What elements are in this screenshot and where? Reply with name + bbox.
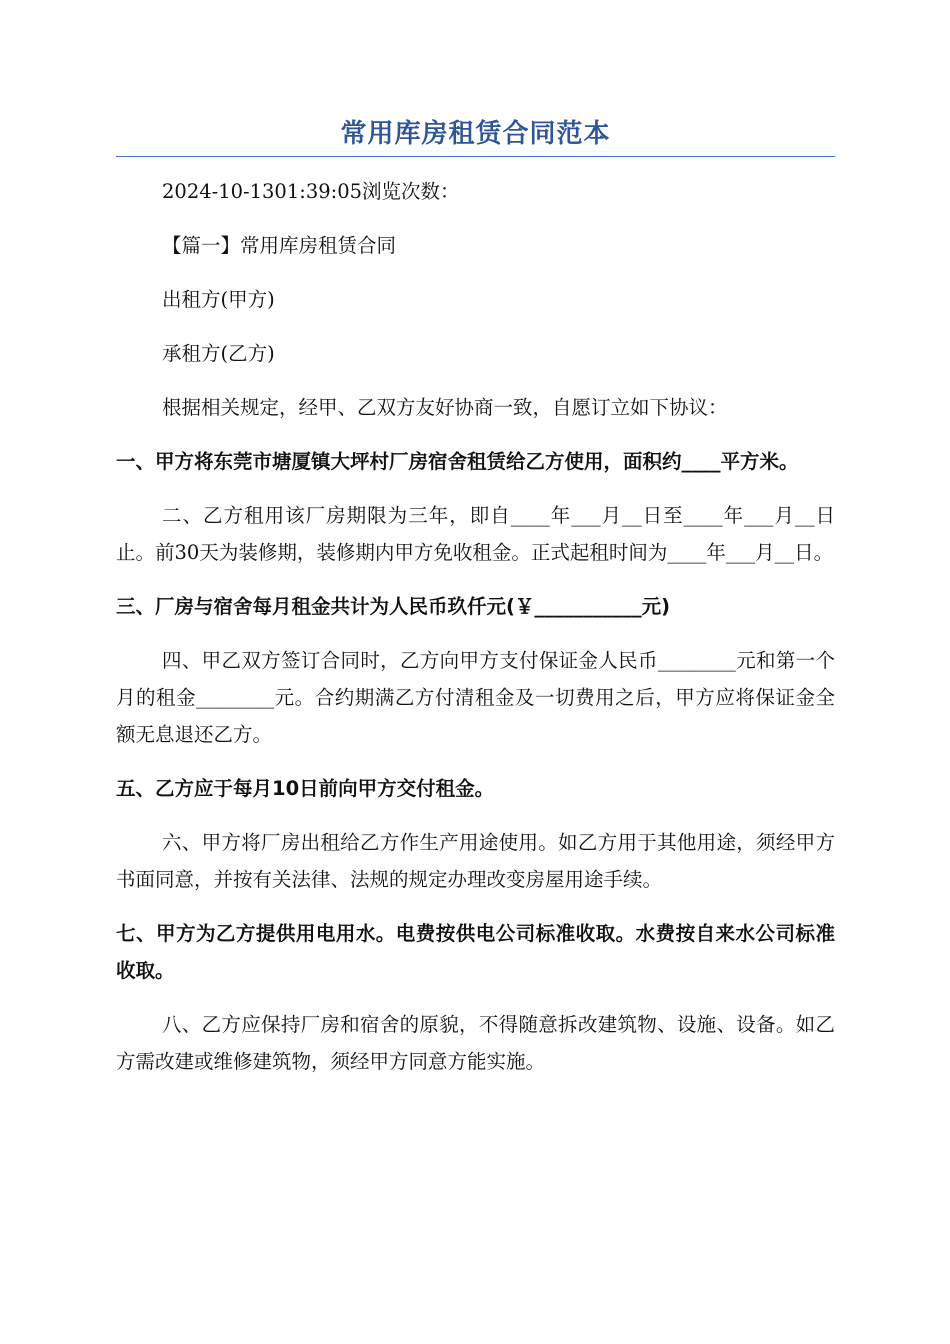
clause-6: 六、甲方将厂房出租给乙方作生产用途使用。如乙方用于其他用途，须经甲方书面同意，并按有关法律、法规的规定办理改变房屋用途手续。 <box>116 831 835 891</box>
date-views-line: 2024-10-1301:39:05浏览次数： <box>162 180 460 203</box>
clause-1: 一、甲方将东莞市塘厦镇大坪村厂房宿舍租赁给乙方使用，面积约____平方米。 <box>116 450 799 473</box>
clause-4: 四、甲乙双方签订合同时，乙方向甲方支付保证金人民币________元和第一个月的租金________元。合约期满乙方付清租金及一切费用之后，甲方应将保证金全额无息退还乙方。 <box>116 649 835 746</box>
document-title: 常用库房租赁合同范本 <box>340 119 611 149</box>
lessee-line: 承租方(乙方) <box>162 342 275 365</box>
clause-5: 五、乙方应于每月10日前向甲方交付租金。 <box>116 777 495 800</box>
clause-8: 八、乙方应保持厂房和宿舍的原貌，不得随意拆改建筑物、设施、设备。如乙方需改建或维修建筑物，须经甲方同意方能实施。 <box>116 1013 835 1073</box>
document-page <box>116 112 835 1097</box>
clause-2: 二、乙方租用该厂房期限为三年，即自____年___月__日至____年___月__日止。前30天为装修期，装修期内甲方免收租金。正式起租时间为____年___月__日。 <box>116 504 835 564</box>
clause-7: 七、甲方为乙方提供用电用水。电费按供电公司标准收取。水费按自来水公司标准收取。 <box>116 922 835 982</box>
lessor-line: 出租方(甲方) <box>162 288 275 311</box>
clause-3: 三、厂房与宿舍每月租金共计为人民币玖仟元(￥___________元) <box>116 595 671 618</box>
preamble: 根据相关规定，经甲、乙双方友好协商一致，自愿订立如下协议： <box>162 396 728 419</box>
section-heading: 【篇一】常用库房租赁合同 <box>162 234 397 257</box>
title-underline <box>116 156 835 157</box>
